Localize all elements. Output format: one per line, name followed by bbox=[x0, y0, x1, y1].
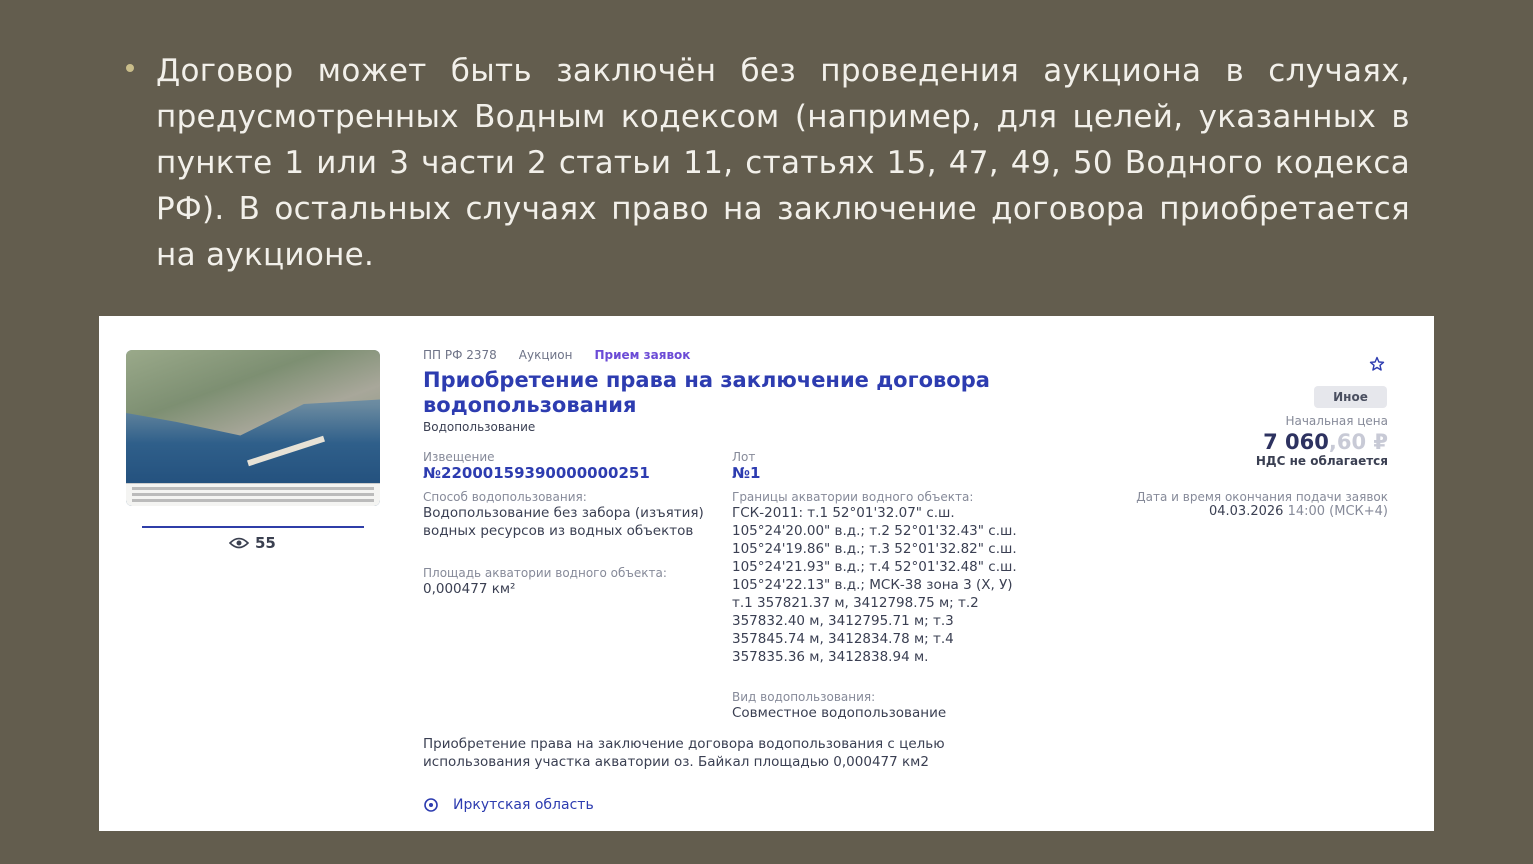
area-label: Площадь акватории водного объекта: bbox=[423, 566, 667, 580]
location-pin-icon bbox=[423, 797, 439, 813]
lot-title[interactable]: Приобретение права на заключение договора водопользования bbox=[423, 368, 990, 417]
tag-regulation: ПП РФ 2378 bbox=[423, 348, 497, 362]
borders-label: Границы акватории водного объекта: bbox=[732, 490, 974, 504]
area-value: 0,000477 км² bbox=[423, 581, 516, 597]
tag-type: Аукцион bbox=[518, 348, 573, 362]
lot-description: Приобретение права на заключение договора водопользования с целью использования участка акватории оз. Байкал площадью 0,000477 км2 bbox=[423, 736, 945, 770]
tag-status: Прием заявок bbox=[594, 348, 691, 362]
method-label: Способ водопользования: bbox=[423, 490, 587, 504]
location[interactable] bbox=[423, 797, 594, 813]
price-main: 7 060 bbox=[1263, 430, 1329, 454]
map-caption-strip bbox=[126, 483, 380, 506]
notice-number[interactable]: №22000159390000000251 bbox=[423, 464, 650, 482]
deadline-date: 04.03.2026 bbox=[1208, 504, 1284, 519]
use-type-block bbox=[732, 690, 1028, 722]
bullet-dot bbox=[126, 64, 134, 72]
borders-block bbox=[732, 490, 1028, 666]
price-block bbox=[1136, 414, 1388, 519]
category-badge: Иное bbox=[1314, 386, 1387, 408]
method-block bbox=[423, 490, 713, 540]
method-value: Водопользование без забора (изъятия) водных ресурсов из водных объектов bbox=[423, 505, 704, 539]
notice-label: Извещение bbox=[423, 450, 495, 464]
map-thumbnail[interactable] bbox=[126, 350, 380, 506]
map-pier bbox=[247, 436, 325, 466]
tags-row bbox=[423, 348, 690, 362]
start-price bbox=[1136, 430, 1388, 454]
star-icon[interactable] bbox=[1369, 356, 1385, 372]
price-fraction: ,60 ₽ bbox=[1328, 430, 1388, 454]
use-type-value: Совместное водопользование bbox=[732, 705, 947, 721]
deadline-time: 14:00 (МСК+4) bbox=[1287, 504, 1388, 519]
use-type-label: Вид водопользования: bbox=[732, 690, 876, 704]
lot-number: №1 bbox=[732, 464, 761, 482]
deadline-value bbox=[1136, 504, 1388, 519]
auction-card[interactable] bbox=[99, 316, 1434, 831]
eye-icon bbox=[229, 537, 249, 549]
borders-value: ГСК-2011: т.1 52°01'32.07" с.ш. 105°24'20.00" в.д.; т.2 52°01'32.43" с.ш. 105°24'19.86" в.д.; т.3 52°01'32.82" с.ш. 105°24'21.93" в.д.; т.4 52°01'32.48" с.ш. 105°24'22.13" в.д.; МСК-38 зона 3 (Х, У) т.1 357821.37 м, 3412798.75 м; т.2 357832.40 м, 3412795.71 м; т.3 357845.74 м, 3412834.78 м; т.4 357835.36 м, 3412838.94 м. bbox=[732, 505, 1017, 665]
deadline-label: Дата и время окончания подачи заявок bbox=[1136, 490, 1388, 504]
vat-note: НДС не облагается bbox=[1255, 454, 1388, 468]
views-count: 55 bbox=[255, 534, 276, 552]
gallery-indicator bbox=[142, 526, 364, 528]
price-label: Начальная цена bbox=[1285, 414, 1388, 428]
location-label: Иркутская область bbox=[453, 797, 594, 813]
notice-block bbox=[423, 450, 713, 482]
lot-category: Водопользование bbox=[423, 420, 536, 434]
slide-bullet bbox=[120, 48, 1410, 278]
views-counter bbox=[229, 534, 276, 552]
bullet-text: Договор может быть заключён без проведения аукциона в случаях, предусмотренных Водным кодексом (например, для целей, указанных в пункте 1 или 3 части 2 статьи 11, статьях 15, 47, 49, 50 Водного кодекса РФ). В остальных случаях право на заключение договора приобретается на аукционе. bbox=[156, 53, 1410, 273]
map-land bbox=[126, 350, 380, 440]
lot-label: Лот bbox=[732, 450, 756, 464]
lot-block bbox=[732, 450, 1022, 482]
area-block bbox=[423, 566, 723, 598]
